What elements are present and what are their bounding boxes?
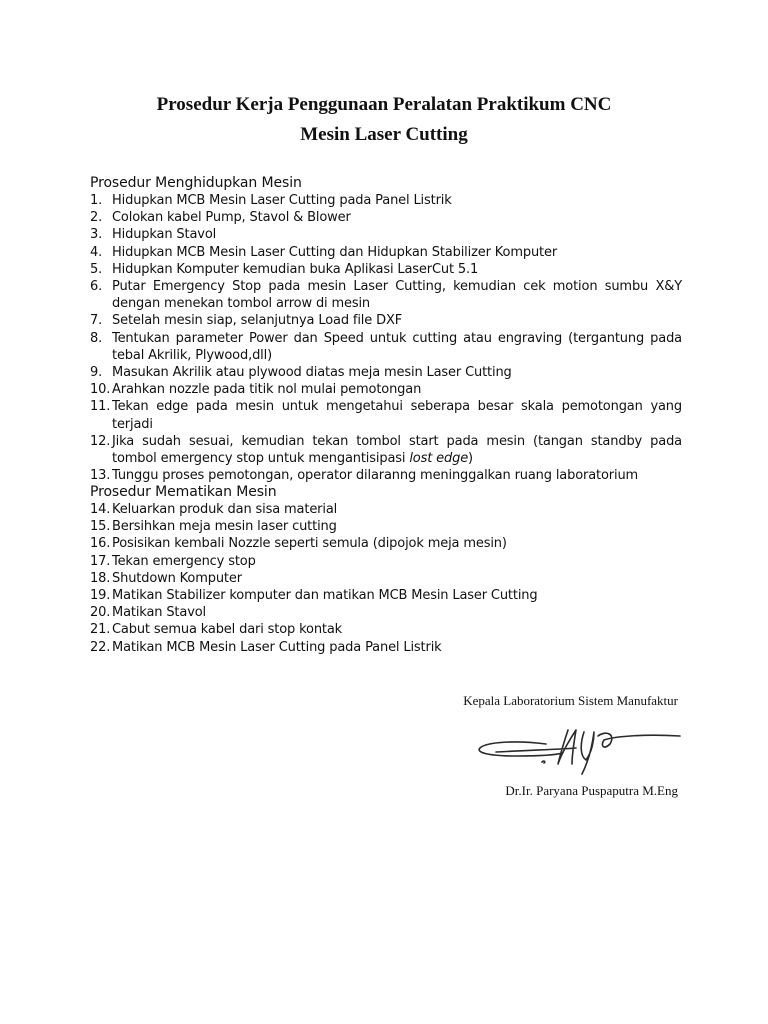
procedure-step [90,639,682,656]
step-text: Masukan Akrilik atau plywood diatas meja mesin Laser Cutting [112,365,512,381]
procedure-list-turn-off [90,501,690,656]
step-number: 20. [90,605,111,621]
step-number: 1. [90,193,103,208]
procedure-step [90,192,682,209]
step-text: Cabut semua kabel dari stop kontak [112,622,343,638]
section-heading-turn-off: Prosedur Mematikan Mesin [90,484,277,500]
signature-image [476,722,686,782]
section-turn-off [90,483,690,656]
step-number: 9. [90,365,103,381]
step-number: 10. [90,382,111,398]
procedure-step [90,535,682,552]
procedure-step [90,433,682,467]
procedure-step [90,501,682,518]
step-text: Arahkan nozzle pada titik nol mulai pemotongan [112,382,422,398]
step-text: Hidupkan MCB Mesin Laser Cutting dan Hidupkan Stabilizer Komputer [112,244,558,260]
step-number: 8. [90,330,103,346]
step-text: Shutdown Komputer [112,570,242,586]
procedure-step [90,467,682,484]
procedure-step [90,587,682,604]
step-number: 12. [90,433,111,449]
step-text: Matikan Stabilizer komputer dan matikan MCB Mesin Laser Cutting [112,588,538,604]
procedure-step [90,570,682,587]
step-number: 19. [90,588,111,604]
step-text: Matikan Stavol [112,605,207,621]
procedure-step [90,312,682,329]
step-number: 6. [90,279,103,295]
section-turn-on [90,174,690,484]
procedure-step [90,244,682,261]
step-text: Hidupkan Stavol [112,227,217,243]
document-title: Prosedur Kerja Penggunaan Peralatan Praktikum CNC [156,94,612,115]
procedure-step [90,381,682,398]
step-number: 13. [90,468,111,484]
step-number: 21. [90,622,111,638]
step-number: 11. [90,399,111,415]
step-number: 22. [90,639,111,655]
procedure-step [90,398,682,432]
step-text: Keluarkan produk dan sisa material [112,502,338,517]
procedure-step [90,278,682,312]
step-text: Bersihkan meja mesin laser cutting [112,519,337,535]
step-number: 4. [90,244,103,260]
step-number: 18. [90,570,111,586]
step-text: Hidupkan Komputer kemudian buka Aplikasi LaserCut 5.1 [112,261,479,277]
signatory-role: Kepala Laboratorium Sistem Manufaktur [463,693,678,708]
section-heading-turn-on: Prosedur Menghidupkan Mesin [90,175,302,191]
step-text: Tekan emergency stop [112,553,256,569]
step-number: 5. [90,261,103,277]
procedure-step [90,518,682,535]
step-text: Setelah mesin siap, selanjutnya Load file DXF [112,313,403,329]
step-number: 17. [90,553,111,569]
step-text-tail: ) [468,451,473,467]
procedure-step [90,226,682,243]
step-number: 14. [90,502,111,517]
step-number: 3. [90,227,103,243]
step-text: Jika sudah sesuai, kemudian tekan tombol start pada mesin (tangan standby pada tombol emergency stop untuk mengantisipasi [112,433,682,467]
step-number: 16. [90,536,111,552]
procedure-step [90,364,682,381]
document-subtitle: Mesin Laser Cutting [300,124,468,145]
procedure-step [90,209,682,226]
procedure-step [90,330,682,364]
procedure-step [90,261,682,278]
signatory-name: Dr.Ir. Paryana Puspaputra M.Eng [505,783,678,798]
step-text: Tunggu proses pemotongan, operator dilaranng meninggalkan ruang laboratorium [112,468,639,484]
procedure-step [90,553,682,570]
step-text: Hidupkan MCB Mesin Laser Cutting pada Panel Listrik [112,193,452,208]
step-text: Matikan MCB Mesin Laser Cutting pada Panel Listrik [112,639,442,655]
step-emphasis: lost edge [409,451,469,467]
step-text: Putar Emergency Stop pada mesin Laser Cutting, kemudian cek motion sumbu X&Y dengan menekan tombol arrow di mesin [112,279,682,312]
step-number: 15. [90,519,111,535]
procedure-step [90,604,682,621]
step-text: Posisikan kembali Nozzle seperti semula (dipojok meja mesin) [112,536,507,552]
step-text: Tentukan parameter Power dan Speed untuk cutting atau engraving (tergantung pada tebal Akrilik, Plywood,dll) [112,330,682,363]
step-text: Tekan edge pada mesin untuk mengetahui seberapa besar skala pemotongan yang terjadi [112,399,682,432]
step-number: 7. [90,313,103,329]
procedure-list-turn-on [90,192,690,484]
step-number: 2. [90,210,103,226]
procedure-step [90,621,682,638]
step-text: Colokan kabel Pump, Stavol & Blower [112,210,351,226]
